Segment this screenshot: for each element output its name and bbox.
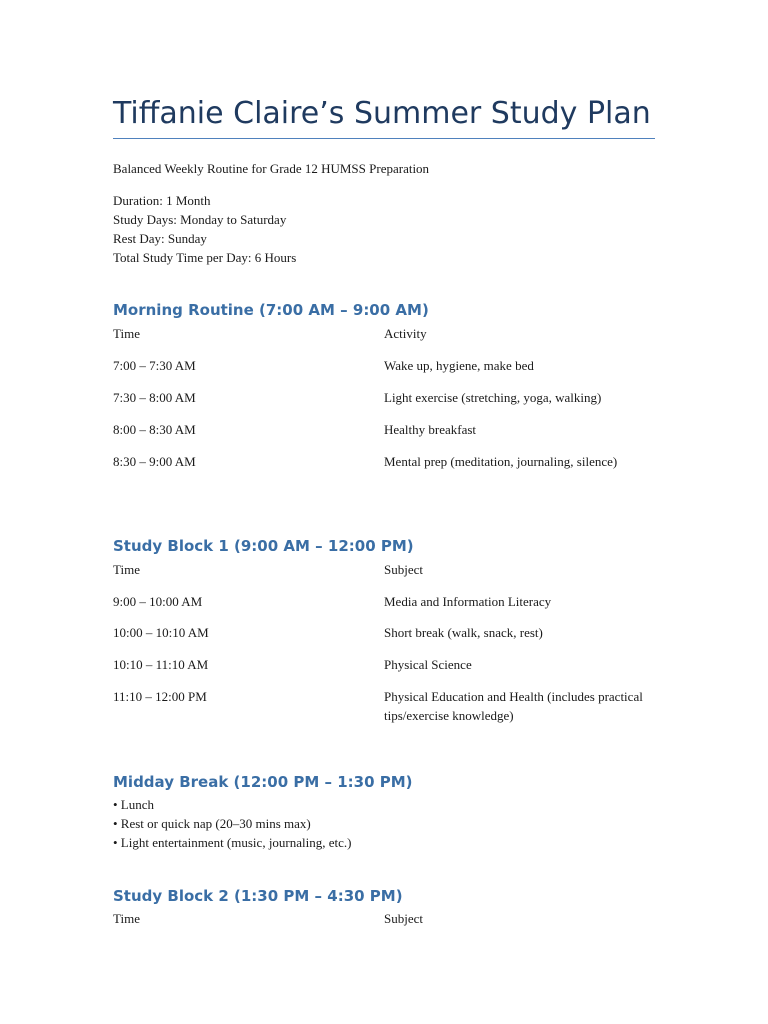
table-cell-subject: Physical Education and Health (includes practical tips/exercise knowledge) [384, 689, 643, 723]
page-title: Tiffanie Claire’s Summer Study Plan [113, 96, 651, 131]
table-cell-activity: Healthy breakfast [384, 422, 477, 437]
section-heading-morning: Morning Routine (7:00 AM – 9:00 AM) [113, 301, 429, 319]
info-duration: Duration: 1 Month [113, 193, 211, 208]
table-header-time: Time [113, 326, 140, 341]
subtitle: Balanced Weekly Routine for Grade 12 HUMSS Preparation [113, 161, 430, 176]
table-cell-activity: Light exercise (stretching, yoga, walking) [384, 390, 602, 405]
table-cell-activity: Wake up, hygiene, make bed [384, 358, 534, 373]
table-header-time: Time [113, 562, 140, 577]
table-cell-subject: Short break (walk, snack, rest) [384, 625, 543, 640]
table-cell-time: 8:00 – 8:30 AM [113, 422, 196, 437]
table-header-time: Time [113, 911, 140, 926]
table-header-subject: Subject [384, 562, 423, 577]
title-divider [113, 138, 655, 139]
table-cell-time: 9:00 – 10:00 AM [113, 594, 203, 609]
list-item: • Rest or quick nap (20–30 mins max) [113, 816, 311, 831]
info-rest-day: Rest Day: Sunday [113, 231, 207, 246]
list-item: • Lunch [113, 797, 155, 812]
section-heading-study-block-2: Study Block 2 (1:30 PM – 4:30 PM) [113, 887, 403, 905]
table-cell-time: 7:30 – 8:00 AM [113, 390, 196, 405]
info-study-days: Study Days: Monday to Saturday [113, 212, 287, 227]
info-total-time: Total Study Time per Day: 6 Hours [113, 250, 297, 265]
table-cell-time: 11:10 – 12:00 PM [113, 689, 207, 704]
table-cell-time: 10:10 – 11:10 AM [113, 657, 209, 672]
table-cell-time: 7:00 – 7:30 AM [113, 358, 196, 373]
table-cell-subject: Media and Information Literacy [384, 594, 552, 609]
table-cell-activity: Mental prep (meditation, journaling, silence) [384, 454, 618, 469]
section-heading-study-block-1: Study Block 1 (9:00 AM – 12:00 PM) [113, 537, 414, 555]
table-header-subject: Subject [384, 911, 423, 926]
table-header-activity: Activity [384, 326, 427, 341]
table-cell-time: 8:30 – 9:00 AM [113, 454, 196, 469]
section-heading-midday-break: Midday Break (12:00 PM – 1:30 PM) [113, 773, 413, 791]
table-cell-subject: Physical Science [384, 657, 472, 672]
list-item: • Light entertainment (music, journaling, etc.) [113, 835, 352, 850]
table-cell-time: 10:00 – 10:10 AM [113, 625, 209, 640]
